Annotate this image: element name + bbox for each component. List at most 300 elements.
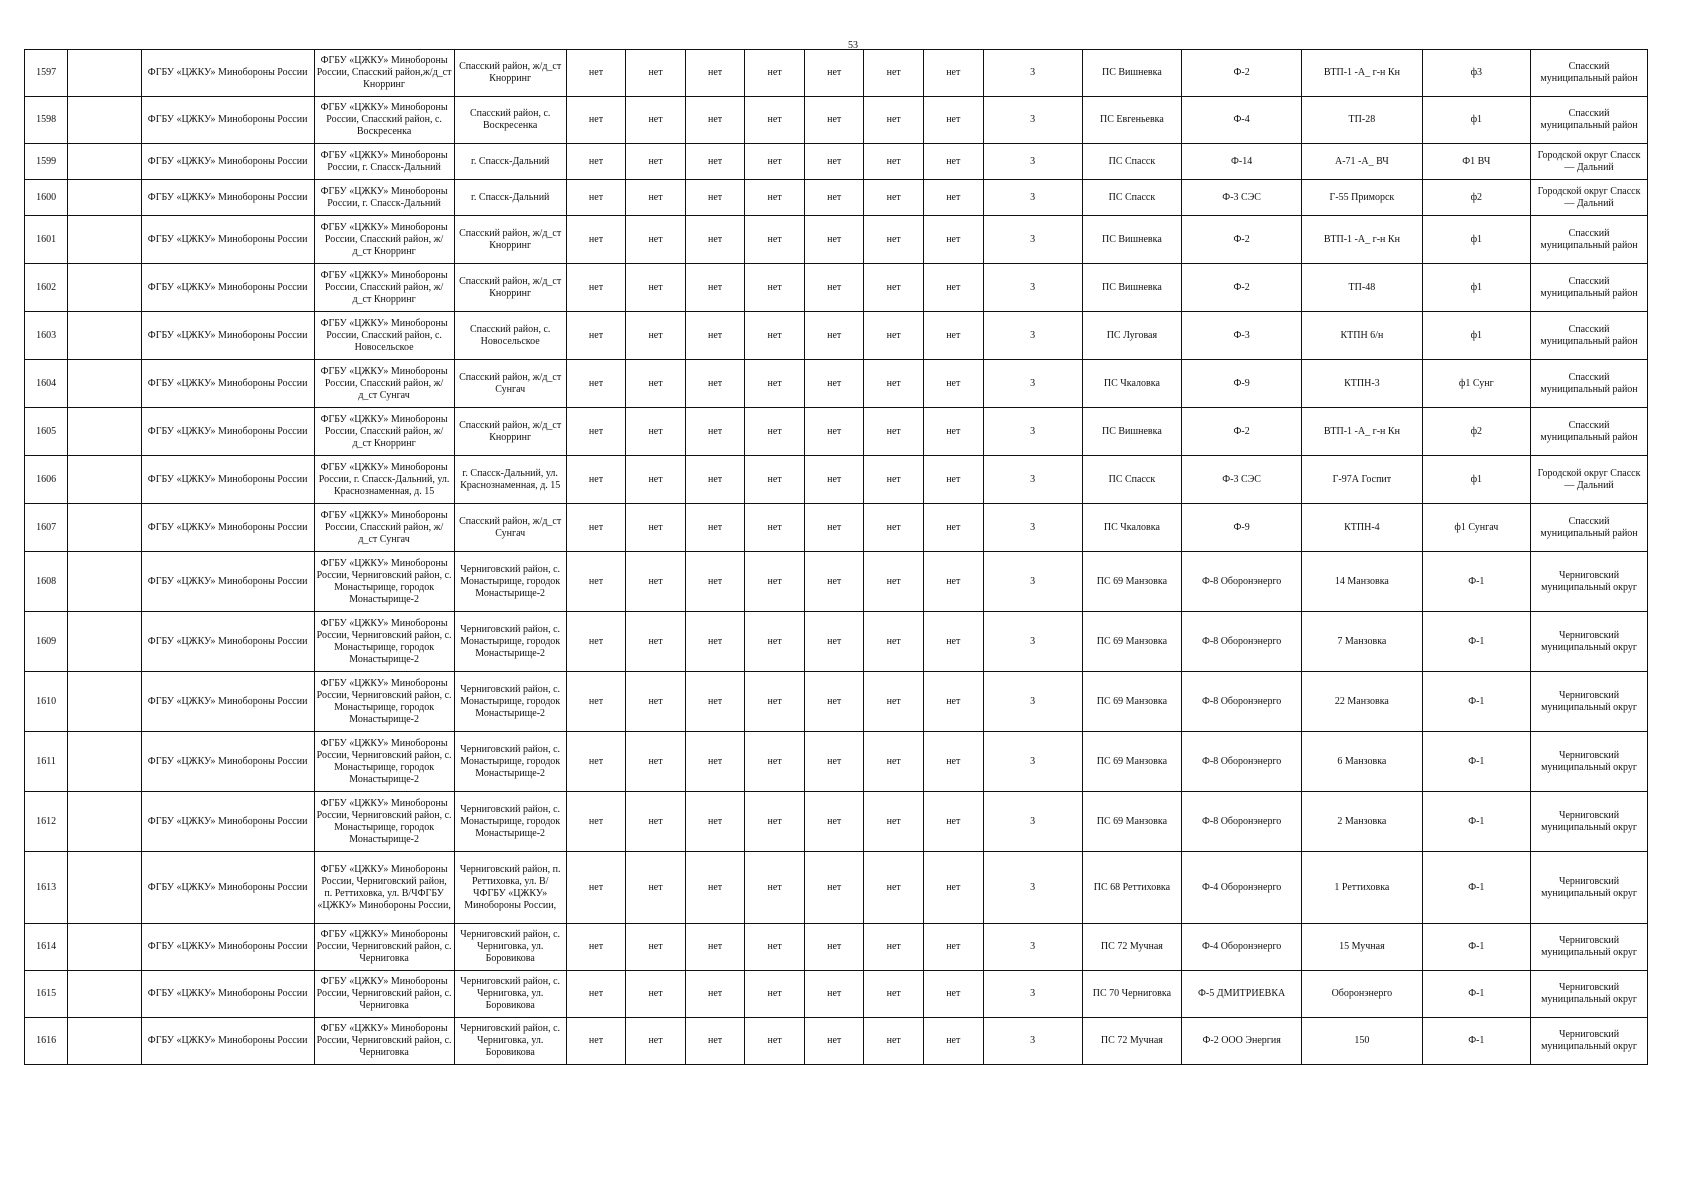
empty-cell (68, 732, 142, 792)
table-row (25, 672, 1648, 732)
empty-cell (68, 408, 142, 456)
flag-6: нет (864, 50, 924, 97)
flag-3: нет (685, 144, 745, 180)
feeder: Ф-2 (1182, 50, 1302, 97)
row-number: 1613 (25, 852, 68, 924)
district: Городской округ Спасск — Дальний (1531, 144, 1648, 180)
organization: ФГБУ «ЦЖКУ» Минобороны России (141, 1018, 314, 1065)
organization: ФГБУ «ЦЖКУ» Минобороны России (141, 264, 314, 312)
flag-1: нет (566, 672, 626, 732)
row-number: 1606 (25, 456, 68, 504)
flag-2: нет (626, 971, 686, 1018)
flag-7: нет (924, 216, 984, 264)
flag-4: нет (745, 852, 805, 924)
organization-address: ФГБУ «ЦЖКУ» Минобороны России, Черниговский район, с. Черниговка (314, 1018, 454, 1065)
organization: ФГБУ «ЦЖКУ» Минобороны России (141, 732, 314, 792)
reliability-category: 3 (983, 852, 1082, 924)
object-location: Спасский район, ж/д_ст Кнорринг (454, 264, 566, 312)
table-row (25, 732, 1648, 792)
flag-2: нет (626, 456, 686, 504)
flag-2: нет (626, 792, 686, 852)
phase: ф2 (1422, 408, 1531, 456)
row-number: 1598 (25, 97, 68, 144)
flag-1: нет (566, 312, 626, 360)
feeder: Ф-8 Оборонэнерго (1182, 552, 1302, 612)
flag-3: нет (685, 971, 745, 1018)
page-number: 53 (848, 40, 858, 51)
flag-2: нет (626, 144, 686, 180)
organization-address: ФГБУ «ЦЖКУ» Минобороны России, Спасский район,ж/д_ст Кнорринг (314, 50, 454, 97)
district: Черниговский муниципальный округ (1531, 732, 1648, 792)
flag-4: нет (745, 264, 805, 312)
flag-6: нет (864, 852, 924, 924)
flag-2: нет (626, 360, 686, 408)
flag-3: нет (685, 97, 745, 144)
substation: ПС 69 Манзовка (1082, 672, 1181, 732)
row-number: 1611 (25, 732, 68, 792)
organization-address: ФГБУ «ЦЖКУ» Минобороны России, Черниговский район, п. Реттиховка, ул. В/ЧФГБУ «ЦЖКУ» Минобороны России, (314, 852, 454, 924)
flag-6: нет (864, 924, 924, 971)
transformer-point: Г-97А Госпит (1302, 456, 1422, 504)
flag-5: нет (804, 792, 864, 852)
organization-address: ФГБУ «ЦЖКУ» Минобороны России, г. Спасск-Дальний, ул. Краснознаменная, д. 15 (314, 456, 454, 504)
district: Городской округ Спасск — Дальний (1531, 180, 1648, 216)
row-number: 1601 (25, 216, 68, 264)
phase: Ф-1 (1422, 971, 1531, 1018)
flag-6: нет (864, 456, 924, 504)
object-location: Спасский район, ж/д_ст Сунгач (454, 360, 566, 408)
substation: ПС Евгеньевка (1082, 97, 1181, 144)
transformer-point: 14 Манзовка (1302, 552, 1422, 612)
table-row (25, 50, 1648, 97)
phase: Ф-1 (1422, 612, 1531, 672)
table-row (25, 852, 1648, 924)
flag-2: нет (626, 264, 686, 312)
table-row (25, 312, 1648, 360)
district: Черниговский муниципальный округ (1531, 552, 1648, 612)
district: Черниговский муниципальный округ (1531, 672, 1648, 732)
flag-5: нет (804, 408, 864, 456)
reliability-category: 3 (983, 312, 1082, 360)
row-number: 1610 (25, 672, 68, 732)
organization: ФГБУ «ЦЖКУ» Минобороны России (141, 180, 314, 216)
flag-4: нет (745, 1018, 805, 1065)
flag-7: нет (924, 924, 984, 971)
flag-1: нет (566, 456, 626, 504)
flag-6: нет (864, 552, 924, 612)
flag-4: нет (745, 456, 805, 504)
reliability-category: 3 (983, 264, 1082, 312)
flag-5: нет (804, 216, 864, 264)
flag-4: нет (745, 732, 805, 792)
table-row (25, 924, 1648, 971)
organization-address: ФГБУ «ЦЖКУ» Минобороны России, Спасский район, с. Воскресенка (314, 97, 454, 144)
empty-cell (68, 504, 142, 552)
flag-7: нет (924, 552, 984, 612)
flag-4: нет (745, 672, 805, 732)
district: Спасский муниципальный район (1531, 312, 1648, 360)
empty-cell (68, 672, 142, 732)
flag-6: нет (864, 264, 924, 312)
substation: ПС Чкаловка (1082, 504, 1181, 552)
substation: ПС 69 Манзовка (1082, 732, 1181, 792)
feeder: Ф-4 (1182, 97, 1302, 144)
transformer-point: ВТП-1 -А_ г-н Кн (1302, 50, 1422, 97)
object-location: г. Спасск-Дальний (454, 180, 566, 216)
phase: Ф-1 (1422, 924, 1531, 971)
flag-5: нет (804, 180, 864, 216)
row-number: 1614 (25, 924, 68, 971)
flag-4: нет (745, 924, 805, 971)
phase: Ф-1 (1422, 852, 1531, 924)
reliability-category: 3 (983, 360, 1082, 408)
organization: ФГБУ «ЦЖКУ» Минобороны России (141, 612, 314, 672)
flag-5: нет (804, 924, 864, 971)
empty-cell (68, 180, 142, 216)
row-number: 1597 (25, 50, 68, 97)
transformer-point: Г-55 Приморск (1302, 180, 1422, 216)
flag-3: нет (685, 50, 745, 97)
reliability-category: 3 (983, 612, 1082, 672)
flag-2: нет (626, 552, 686, 612)
flag-7: нет (924, 456, 984, 504)
flag-2: нет (626, 180, 686, 216)
feeder: Ф-2 (1182, 216, 1302, 264)
flag-6: нет (864, 97, 924, 144)
flag-2: нет (626, 312, 686, 360)
reliability-category: 3 (983, 408, 1082, 456)
object-location: Спасский район, ж/д_ст Кнорринг (454, 216, 566, 264)
substation: ПС 69 Манзовка (1082, 552, 1181, 612)
reliability-category: 3 (983, 924, 1082, 971)
district: Спасский муниципальный район (1531, 360, 1648, 408)
phase: Ф-1 (1422, 1018, 1531, 1065)
organization: ФГБУ «ЦЖКУ» Минобороны России (141, 97, 314, 144)
substation: ПС Спасск (1082, 144, 1181, 180)
reliability-category: 3 (983, 672, 1082, 732)
flag-7: нет (924, 264, 984, 312)
phase: ф1 Сунгач (1422, 504, 1531, 552)
flag-7: нет (924, 732, 984, 792)
table-row (25, 144, 1648, 180)
flag-7: нет (924, 504, 984, 552)
feeder: Ф-5 ДМИТРИЕВКА (1182, 971, 1302, 1018)
substation: ПС Вишневка (1082, 408, 1181, 456)
flag-6: нет (864, 1018, 924, 1065)
district: Спасский муниципальный район (1531, 216, 1648, 264)
flag-1: нет (566, 924, 626, 971)
flag-1: нет (566, 852, 626, 924)
flag-4: нет (745, 971, 805, 1018)
row-number: 1599 (25, 144, 68, 180)
flag-2: нет (626, 1018, 686, 1065)
organization: ФГБУ «ЦЖКУ» Минобороны России (141, 852, 314, 924)
flag-2: нет (626, 504, 686, 552)
transformer-point: 1 Реттиховка (1302, 852, 1422, 924)
flag-5: нет (804, 672, 864, 732)
flag-1: нет (566, 552, 626, 612)
organization-address: ФГБУ «ЦЖКУ» Минобороны России, Черниговский район, с. Черниговка (314, 971, 454, 1018)
organization: ФГБУ «ЦЖКУ» Минобороны России (141, 408, 314, 456)
substation: ПС Луговая (1082, 312, 1181, 360)
object-location: Черниговский район, с. Монастырище, городок Монастырище-2 (454, 732, 566, 792)
district: Городской округ Спасск — Дальний (1531, 456, 1648, 504)
table-row (25, 971, 1648, 1018)
reliability-category: 3 (983, 732, 1082, 792)
flag-1: нет (566, 971, 626, 1018)
phase: ф1 (1422, 216, 1531, 264)
flag-1: нет (566, 50, 626, 97)
table-row (25, 504, 1648, 552)
flag-7: нет (924, 852, 984, 924)
flag-3: нет (685, 264, 745, 312)
flag-5: нет (804, 971, 864, 1018)
empty-cell (68, 552, 142, 612)
reliability-category: 3 (983, 50, 1082, 97)
organization-address: ФГБУ «ЦЖКУ» Минобороны России, Спасский район, ж/д_ст Сунгач (314, 360, 454, 408)
reliability-category: 3 (983, 180, 1082, 216)
flag-7: нет (924, 144, 984, 180)
district: Черниговский муниципальный округ (1531, 971, 1648, 1018)
object-location: г. Спасск-Дальний, ул. Краснознаменная, д. 15 (454, 456, 566, 504)
flag-6: нет (864, 504, 924, 552)
empty-cell (68, 971, 142, 1018)
district: Черниговский муниципальный округ (1531, 924, 1648, 971)
table-row (25, 360, 1648, 408)
object-location: Черниговский район, с. Монастырище, городок Монастырище-2 (454, 792, 566, 852)
organization: ФГБУ «ЦЖКУ» Минобороны России (141, 924, 314, 971)
phase: Ф1 ВЧ (1422, 144, 1531, 180)
row-number: 1605 (25, 408, 68, 456)
organization-address: ФГБУ «ЦЖКУ» Минобороны России, Спасский район, ж/д_ст Кнорринг (314, 408, 454, 456)
transformer-point: ВТП-1 -А_ г-н Кн (1302, 216, 1422, 264)
empty-cell (68, 144, 142, 180)
feeder: Ф-2 (1182, 264, 1302, 312)
transformer-point: А-71 -А_ ВЧ (1302, 144, 1422, 180)
flag-3: нет (685, 732, 745, 792)
flag-2: нет (626, 97, 686, 144)
flag-5: нет (804, 612, 864, 672)
flag-4: нет (745, 792, 805, 852)
substation: ПС 72 Мучная (1082, 1018, 1181, 1065)
feeder: Ф-9 (1182, 360, 1302, 408)
flag-6: нет (864, 180, 924, 216)
table-row (25, 552, 1648, 612)
organization: ФГБУ «ЦЖКУ» Минобороны России (141, 144, 314, 180)
table-row (25, 180, 1648, 216)
flag-6: нет (864, 312, 924, 360)
organization: ФГБУ «ЦЖКУ» Минобороны России (141, 456, 314, 504)
organization-address: ФГБУ «ЦЖКУ» Минобороны России, Спасский район, ж/д_ст Кнорринг (314, 264, 454, 312)
flag-5: нет (804, 852, 864, 924)
substation: ПС 69 Манзовка (1082, 612, 1181, 672)
feeder: Ф-8 Оборонэнерго (1182, 732, 1302, 792)
empty-cell (68, 50, 142, 97)
object-location: Спасский район, ж/д_ст Кнорринг (454, 50, 566, 97)
flag-7: нет (924, 180, 984, 216)
substation: ПС Вишневка (1082, 216, 1181, 264)
table-row (25, 1018, 1648, 1065)
empty-cell (68, 216, 142, 264)
transformer-point: ТП-48 (1302, 264, 1422, 312)
empty-cell (68, 1018, 142, 1065)
organization: ФГБУ «ЦЖКУ» Минобороны России (141, 971, 314, 1018)
flag-4: нет (745, 408, 805, 456)
organization-address: ФГБУ «ЦЖКУ» Минобороны России, Спасский район, с. Новосельское (314, 312, 454, 360)
row-number: 1603 (25, 312, 68, 360)
flag-7: нет (924, 360, 984, 408)
district: Черниговский муниципальный округ (1531, 792, 1648, 852)
district: Черниговский муниципальный округ (1531, 1018, 1648, 1065)
feeder: Ф-3 (1182, 312, 1302, 360)
flag-3: нет (685, 456, 745, 504)
row-number: 1608 (25, 552, 68, 612)
transformer-point: 150 (1302, 1018, 1422, 1065)
flag-6: нет (864, 216, 924, 264)
substation: ПС Вишневка (1082, 264, 1181, 312)
organization-address: ФГБУ «ЦЖКУ» Минобороны России, г. Спасск-Дальний (314, 180, 454, 216)
phase: ф2 (1422, 180, 1531, 216)
substation: ПС Чкаловка (1082, 360, 1181, 408)
flag-5: нет (804, 732, 864, 792)
district: Спасский муниципальный район (1531, 504, 1648, 552)
substation: ПС 68 Реттиховка (1082, 852, 1181, 924)
flag-5: нет (804, 264, 864, 312)
transformer-point: ТП-28 (1302, 97, 1422, 144)
flag-1: нет (566, 97, 626, 144)
flag-1: нет (566, 264, 626, 312)
substation: ПС Спасск (1082, 180, 1181, 216)
feeder: Ф-2 ООО Энергия (1182, 1018, 1302, 1065)
flag-4: нет (745, 97, 805, 144)
flag-5: нет (804, 312, 864, 360)
transformer-point: КТПН-3 (1302, 360, 1422, 408)
flag-1: нет (566, 180, 626, 216)
row-number: 1615 (25, 971, 68, 1018)
table-row (25, 264, 1648, 312)
flag-3: нет (685, 1018, 745, 1065)
organization-address: ФГБУ «ЦЖКУ» Минобороны России, Черниговский район, с. Монастырище, городок Монастырище-2 (314, 672, 454, 732)
substation: ПС Спасск (1082, 456, 1181, 504)
flag-3: нет (685, 360, 745, 408)
empty-cell (68, 97, 142, 144)
flag-1: нет (566, 504, 626, 552)
organization: ФГБУ «ЦЖКУ» Минобороны России (141, 672, 314, 732)
flag-2: нет (626, 924, 686, 971)
organization: ФГБУ «ЦЖКУ» Минобороны России (141, 216, 314, 264)
flag-6: нет (864, 792, 924, 852)
feeder: Ф-4 Оборонэнерго (1182, 924, 1302, 971)
phase: ф1 (1422, 97, 1531, 144)
substation: ПС 69 Манзовка (1082, 792, 1181, 852)
flag-7: нет (924, 408, 984, 456)
reliability-category: 3 (983, 1018, 1082, 1065)
empty-cell (68, 312, 142, 360)
flag-3: нет (685, 852, 745, 924)
flag-5: нет (804, 552, 864, 612)
flag-7: нет (924, 312, 984, 360)
flag-5: нет (804, 144, 864, 180)
flag-6: нет (864, 144, 924, 180)
organization-address: ФГБУ «ЦЖКУ» Минобороны России, Черниговский район, с. Монастырище, городок Монастырище-2 (314, 732, 454, 792)
feeder: Ф-8 Оборонэнерго (1182, 792, 1302, 852)
phase: Ф-1 (1422, 672, 1531, 732)
flag-4: нет (745, 180, 805, 216)
flag-1: нет (566, 408, 626, 456)
flag-5: нет (804, 1018, 864, 1065)
row-number: 1607 (25, 504, 68, 552)
object-location: Спасский район, ж/д_ст Кнорринг (454, 408, 566, 456)
flag-6: нет (864, 672, 924, 732)
feeder: Ф-3 СЭС (1182, 456, 1302, 504)
transformer-point: 7 Манзовка (1302, 612, 1422, 672)
feeder: Ф-2 (1182, 408, 1302, 456)
reliability-category: 3 (983, 504, 1082, 552)
row-number: 1612 (25, 792, 68, 852)
table-row (25, 408, 1648, 456)
substation: ПС 70 Черниговка (1082, 971, 1181, 1018)
flag-3: нет (685, 180, 745, 216)
reliability-category: 3 (983, 971, 1082, 1018)
empty-cell (68, 264, 142, 312)
flag-7: нет (924, 50, 984, 97)
flag-2: нет (626, 732, 686, 792)
row-number: 1604 (25, 360, 68, 408)
organization: ФГБУ «ЦЖКУ» Минобороны России (141, 552, 314, 612)
flag-7: нет (924, 1018, 984, 1065)
object-location: Черниговский район, с. Черниговка, ул. Боровикова (454, 924, 566, 971)
organization: ФГБУ «ЦЖКУ» Минобороны России (141, 504, 314, 552)
feeder: Ф-9 (1182, 504, 1302, 552)
row-number: 1616 (25, 1018, 68, 1065)
feeder: Ф-14 (1182, 144, 1302, 180)
flag-4: нет (745, 216, 805, 264)
transformer-point: 22 Манзовка (1302, 672, 1422, 732)
reliability-category: 3 (983, 97, 1082, 144)
flag-1: нет (566, 216, 626, 264)
flag-4: нет (745, 504, 805, 552)
transformer-point: ВТП-1 -А_ г-н Кн (1302, 408, 1422, 456)
organization-address: ФГБУ «ЦЖКУ» Минобороны России, Черниговский район, с. Монастырище, городок Монастырище-2 (314, 792, 454, 852)
district: Спасский муниципальный район (1531, 408, 1648, 456)
flag-6: нет (864, 612, 924, 672)
flag-5: нет (804, 50, 864, 97)
empty-cell (68, 852, 142, 924)
empty-cell (68, 360, 142, 408)
flag-1: нет (566, 612, 626, 672)
transformer-point: 15 Мучная (1302, 924, 1422, 971)
organization-address: ФГБУ «ЦЖКУ» Минобороны России, Спасский район, ж/д_ст Сунгач (314, 504, 454, 552)
empty-cell (68, 792, 142, 852)
object-location: Черниговский район, п. Реттиховка, ул. В/ЧФГБУ «ЦЖКУ» Минобороны России, (454, 852, 566, 924)
organization: ФГБУ «ЦЖКУ» Минобороны России (141, 50, 314, 97)
object-location: г. Спасск-Дальний (454, 144, 566, 180)
flag-7: нет (924, 97, 984, 144)
flag-3: нет (685, 792, 745, 852)
flag-4: нет (745, 360, 805, 408)
reliability-category: 3 (983, 144, 1082, 180)
flag-1: нет (566, 144, 626, 180)
feeder: Ф-4 Оборонэнерго (1182, 852, 1302, 924)
object-location: Черниговский район, с. Монастырище, городок Монастырище-2 (454, 672, 566, 732)
object-location: Спасский район, с. Новосельское (454, 312, 566, 360)
organization-address: ФГБУ «ЦЖКУ» Минобороны России, г. Спасск-Дальний (314, 144, 454, 180)
transformer-point: КТПН-4 (1302, 504, 1422, 552)
organization-address: ФГБУ «ЦЖКУ» Минобороны России, Черниговский район, с. Монастырище, городок Монастырище-2 (314, 552, 454, 612)
flag-3: нет (685, 216, 745, 264)
organization-address: ФГБУ «ЦЖКУ» Минобороны России, Черниговский район, с. Монастырище, городок Монастырище-2 (314, 612, 454, 672)
row-number: 1600 (25, 180, 68, 216)
